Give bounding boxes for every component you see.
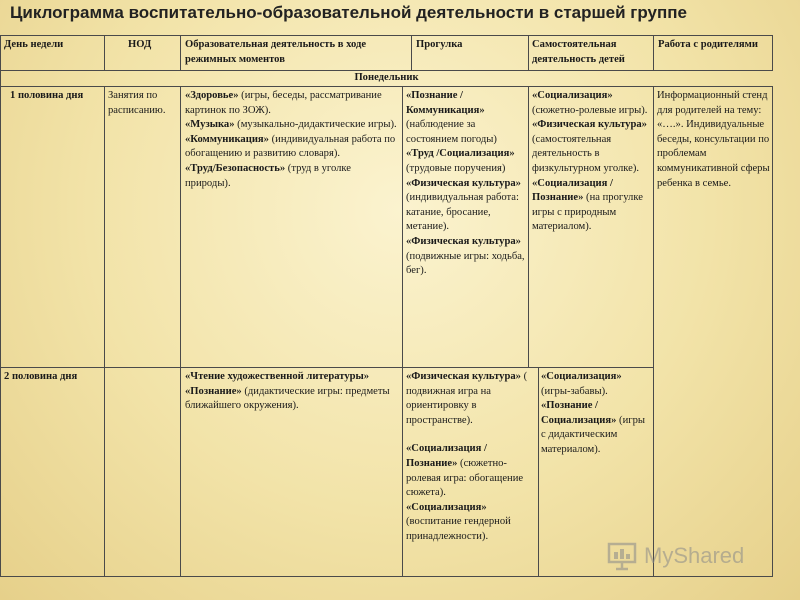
day-label: Понедельник: [354, 72, 419, 83]
activity-description: (на прогулке игры с природным материалом).: [532, 192, 643, 233]
activity-area: «Чтение художественной литературы»: [185, 371, 370, 382]
self-activities-first: [532, 89, 651, 235]
activity-description: (воспитание гендерной принадлежности).: [406, 516, 511, 542]
period-first-half: 1 половина дня: [10, 90, 84, 101]
activity-entry: [541, 370, 651, 399]
activity-entry: [185, 118, 399, 133]
walk-activities-first: [406, 89, 526, 279]
self-activities-second: [541, 370, 651, 458]
parents-cell: Информационный стенд для родителей на тему: «….». Индивидуальные беседы, консультации по проблемам коммуникативной сферы ребенка в семье.: [657, 90, 770, 189]
activity-description: (сюжетно-ролевая игра: обогащение сюжета).: [406, 457, 524, 499]
walk-activities-second: [406, 370, 536, 545]
activity-area: «Социализация /Познание»: [406, 443, 487, 469]
activity-area: «Социализация /Познание»: [532, 177, 613, 204]
activity-area: «Труд /Социализация»: [406, 148, 515, 160]
activity-area: «Физическая культура»: [406, 235, 521, 247]
activity-entry: [185, 89, 399, 118]
activity-description: (индивидуальная работа: катание, бросание, метание).: [406, 192, 519, 233]
activity-entry: [406, 89, 526, 147]
activity-description: (индивидуальная работа по обогащению и развитию словаря).: [185, 133, 396, 160]
header-parents: Работа с родителями: [658, 39, 758, 50]
activity-area: «Труд/Безопасность»: [185, 162, 286, 174]
activity-entry: [532, 89, 651, 118]
activity-description: (игры, беседы, рассматривание картинок по ЗОЖ).: [185, 90, 382, 116]
header-day: День недели: [4, 39, 64, 50]
activity-description: ( подвижная игра на ориентировку в пространстве).: [406, 371, 528, 426]
activity-entry: [406, 501, 536, 545]
activity-area: «Социализация»: [406, 501, 487, 513]
activity-entry: [532, 177, 651, 235]
activity-entry: [541, 399, 651, 457]
activity-description: (труд в уголке природы).: [185, 162, 351, 189]
activity-area: «Музыка»: [185, 119, 235, 131]
activity-description: (подвижные игры: ходьба, бег).: [406, 250, 525, 277]
activity-description: (самостоятельная деятельность в физкультурном уголке).: [532, 133, 640, 174]
presentation-board-icon: [606, 540, 638, 572]
activity-description: (сюжетно-ролевые игры).: [532, 104, 648, 116]
activity-entry: [185, 385, 399, 414]
activity-entry: [406, 442, 536, 500]
activity-description: (трудовые поручения): [406, 162, 506, 174]
activity-area: «Физическая культура»: [406, 177, 521, 189]
activity-entry: [406, 147, 526, 176]
activity-description: (наблюдение за состоянием погоды): [406, 119, 497, 145]
activity-description: (игры-забавы).: [541, 385, 608, 397]
activity-area: «Физическая культура»: [406, 371, 521, 382]
activity-area: «Познание /Коммуникация»: [406, 90, 485, 116]
activity-area: «Познание /Социализация»: [541, 400, 617, 426]
activity-entry: [185, 162, 399, 191]
activity-area: «Коммуникация»: [185, 133, 269, 145]
period-second-half: 2 половина дня: [4, 371, 78, 382]
activity-entry: [532, 118, 651, 176]
header-walk: Прогулка: [416, 39, 463, 50]
header-edu: Образовательная деятельность в ходе режимных моментов: [185, 39, 367, 65]
watermark: [606, 538, 776, 574]
activity-entry: [185, 370, 399, 385]
activity-entry: [406, 235, 526, 279]
watermark-text: MyShared: [644, 543, 745, 568]
activity-area: «Социализация»: [532, 90, 613, 101]
nod-cell: Занятия по расписанию.: [108, 90, 166, 116]
activity-area: «Социализация»: [541, 371, 622, 382]
activity-description: (музыкально-дидактические игры).: [234, 119, 397, 131]
activity-area: «Познание»: [185, 385, 242, 397]
activity-description: (дидактические игры: предметы ближайшего окружения).: [185, 385, 390, 412]
activity-description: (игры с дидактическим материалом).: [541, 414, 645, 455]
activity-area: «Здоровье»: [185, 90, 239, 101]
page-title: Циклограмма воспитательно-образовательной деятельности в старшей группе: [10, 3, 687, 22]
edu-activities-second: [185, 370, 399, 414]
header-nod: НОД: [128, 39, 152, 50]
activity-entry: [406, 370, 536, 428]
edu-activities-first: [185, 89, 399, 191]
activity-entry: [185, 133, 399, 162]
activity-area: «Физическая культура»: [532, 119, 647, 131]
header-self: Самостоятельная деятельность детей: [532, 39, 625, 65]
activity-entry: [406, 177, 526, 235]
